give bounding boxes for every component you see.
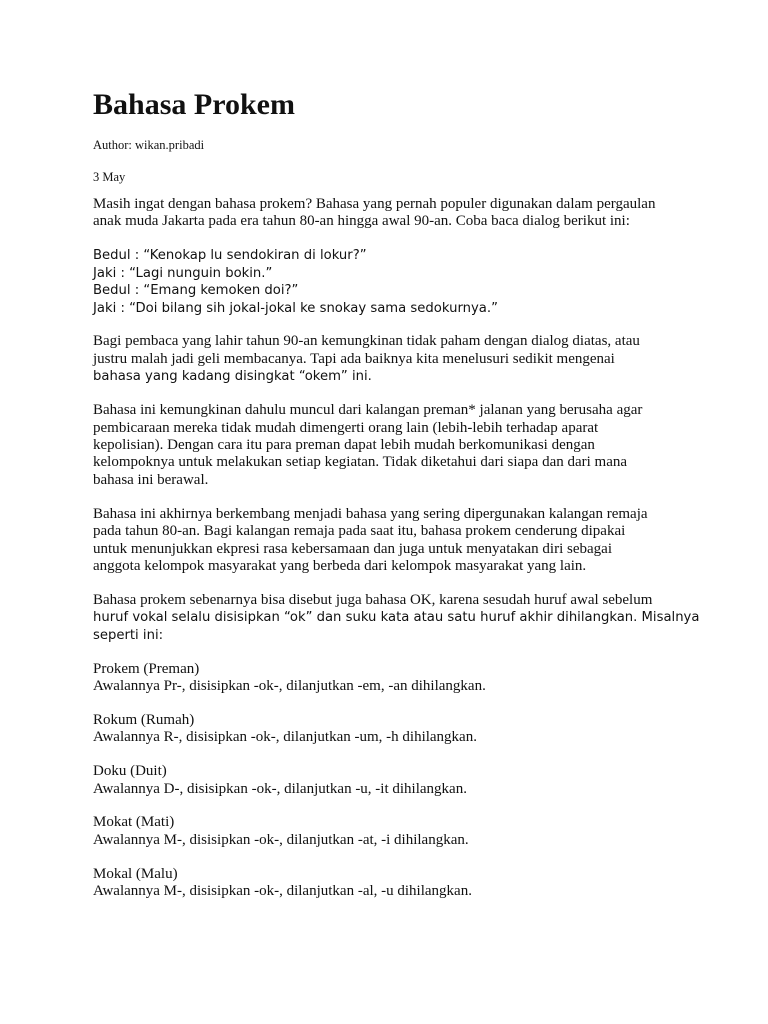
dialog-line: Jaki : “Lagi nunguin bokin.” — [93, 265, 273, 281]
article-body — [93, 196, 700, 917]
text-line: justru malah jadi geli membacanya. Tapi ada baiknya kita menelusuri sedikit mengenai — [93, 350, 615, 367]
example-doku — [93, 763, 693, 798]
text-line: kelompoknya untuk melakukan setiap kegiatan. Tidak diketahui dari siapa dan dari mana — [93, 454, 628, 471]
example-rule: Awalannya M-, disisipkan -ok-, dilanjutkan -al, -u dihilangkan. — [93, 883, 472, 900]
example-word: Mokat (Mati) — [93, 814, 175, 831]
example-mokat — [93, 814, 693, 849]
text-line: seperti ini: — [93, 627, 164, 643]
example-mokal — [93, 866, 693, 901]
text-line: kepolisian). Dengan cara itu para preman dapat lebih mudah berkomunikasi dengan — [93, 436, 595, 453]
dialog-line: Jaki : “Doi bilang sih jokal-jokal ke snokay sama sedokurnya.” — [93, 300, 498, 316]
text-line: untuk menunjukkan ekpresi rasa kebersamaan dan juga untuk menyatakan diri sebagai — [93, 540, 612, 557]
reader-paragraph — [93, 333, 693, 385]
date-line: 3 May — [93, 170, 126, 184]
example-rule: Awalannya M-, disisipkan -ok-, dilanjutkan -at, -i dihilangkan. — [93, 831, 469, 848]
document-title: Bahasa Prokem — [93, 88, 295, 121]
example-rule: Awalannya Pr-, disisipkan -ok-, dilanjutkan -em, -an dihilangkan. — [93, 677, 486, 694]
example-word: Rokum (Rumah) — [93, 711, 195, 728]
example-word: Mokal (Malu) — [93, 865, 178, 882]
intro-paragraph — [93, 196, 693, 231]
author-line: Author: wikan.pribadi — [93, 138, 205, 152]
text-line: huruf vokal selalu disisipkan “ok” dan suku kata atau satu huruf akhir dihilangkan. Misalnya — [93, 610, 700, 626]
example-word: Doku (Duit) — [93, 763, 167, 780]
example-rule: Awalannya D-, disisipkan -ok-, dilanjutkan -u, -it dihilangkan. — [93, 780, 467, 797]
example-rokum — [93, 712, 693, 747]
text-line: Bahasa prokem sebenarnya bisa disebut juga bahasa OK, karena sesudah huruf awal sebelum — [93, 591, 653, 608]
text-line: bahasa ini berawal. — [93, 471, 209, 488]
origin-paragraph — [93, 402, 693, 489]
text-line: Bagi pembaca yang lahir tahun 90-an kemungkinan tidak paham dengan dialog diatas, atau — [93, 333, 640, 350]
dialog-line: Bedul : “Emang kemoken doi?” — [93, 283, 299, 299]
text-line: anak muda Jakarta pada era tahun 80-an hingga awal 90-an. Coba baca dialog berikut ini: — [93, 213, 630, 230]
example-word: Prokem (Preman) — [93, 660, 200, 677]
development-paragraph — [93, 506, 693, 576]
rule-paragraph — [93, 591, 700, 644]
dialog-block — [93, 247, 693, 317]
text-line: anggota kelompok masyarakat yang berbeda dari kelompok masyarakat yang lain. — [93, 557, 587, 574]
example-rule: Awalannya R-, disisipkan -ok-, dilanjutkan -um, -h dihilangkan. — [93, 729, 477, 746]
dialog-line: Bedul : “Kenokap lu sendokiran di lokur?” — [93, 248, 367, 264]
text-line: Masih ingat dengan bahasa prokem? Bahasa yang pernah populer digunakan dalam pergaulan — [93, 196, 656, 212]
text-line: pada tahun 80-an. Bagi kalangan remaja pada saat itu, bahasa prokem cenderung dipakai — [93, 523, 626, 540]
text-line: Bahasa ini akhirnya berkembang menjadi bahasa yang sering dipergunakan kalangan remaja — [93, 505, 648, 522]
text-line: pembicaraan mereka tidak mudah dimengerti orang lain (lebih-lebih terhadap aparat — [93, 419, 599, 436]
text-line: Bahasa ini kemungkinan dahulu muncul dari kalangan preman* jalanan yang berusaha agar — [93, 402, 643, 419]
text-line: bahasa yang kadang disingkat “okem” ini. — [93, 369, 372, 385]
example-prokem — [93, 661, 693, 696]
